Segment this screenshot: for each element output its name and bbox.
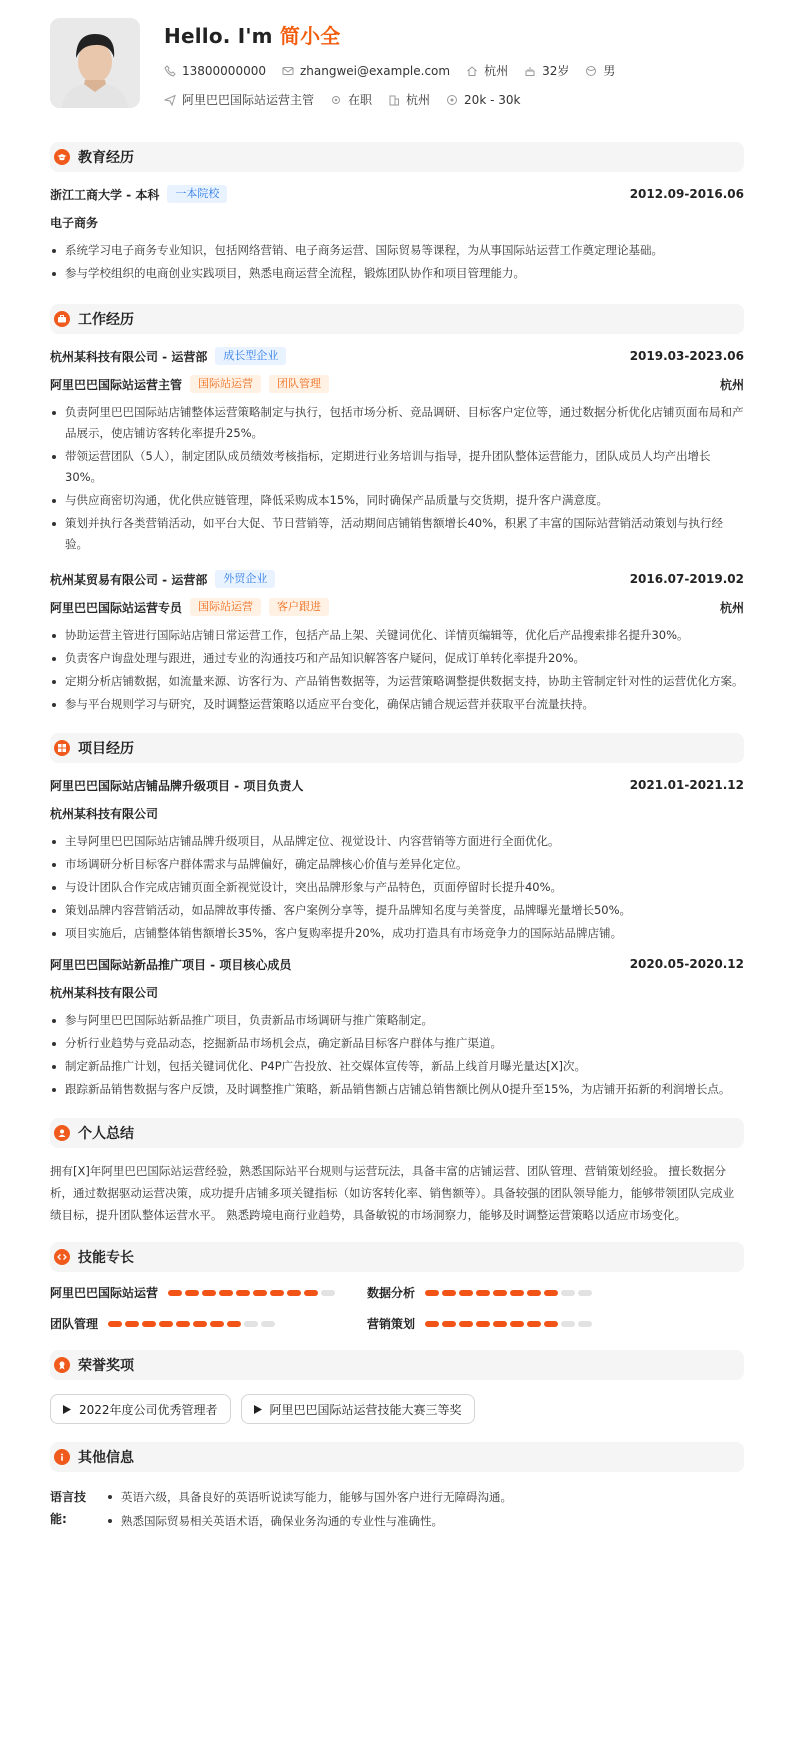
language-label: 语言技能: — [50, 1490, 87, 1526]
skill-level-bar — [425, 1321, 595, 1327]
skills-grid — [50, 1284, 744, 1332]
honor-item: 2022年度公司优秀管理者 — [50, 1394, 231, 1424]
summary-text: 拥有[X]年阿里巴巴国际站运营经验，熟悉国际站平台规则与运营玩法，具备丰富的店铺运营、团队管理、营销策划经验。 擅长数据分析，通过数据驱动运营决策，成功提升店铺多项关键指标（如访客转化率、销售额等）。具备较强的团队领导能力，能够带领团队完成业绩目标，提升团队整体运营水平。 熟悉跨境电商行业趋势，具备敏锐的市场洞察力，能够及时调整运营策略以适应市场变化。 — [50, 1164, 735, 1222]
gear-icon — [330, 94, 342, 106]
language-points — [106, 1486, 512, 1534]
skill-segment-filled — [459, 1321, 473, 1327]
skills-section — [50, 1242, 744, 1332]
skill-segment-empty — [561, 1321, 575, 1327]
resume-header — [50, 18, 744, 116]
skill-segment-filled — [125, 1321, 139, 1327]
list-item: 与设计团队合作完成店铺页面全新视觉设计，突出品牌形象与产品特色，页面停留时长提升40%。 — [50, 877, 744, 898]
candidate-name: 简小全 — [279, 24, 341, 48]
skill-segment-filled — [168, 1290, 182, 1296]
award-icon — [54, 1357, 70, 1373]
job-entry — [50, 346, 744, 555]
project-entry — [50, 954, 744, 1100]
list-item: 负责阿里巴巴国际站店铺整体运营策略制定与执行，包括市场分析、竞品调研、目标客户定位等，通过数据分析优化店铺页面布局和产品展示，使店铺访客转化率提升25%。 — [50, 402, 744, 444]
skill-tag: 国际站运营 — [190, 375, 261, 393]
skill-segment-filled — [142, 1321, 156, 1327]
triangle-icon — [63, 1405, 71, 1414]
skill-segment-empty — [244, 1321, 258, 1327]
list-item: 主导阿里巴巴国际站店铺品牌升级项目，从品牌定位、视觉设计、内容营销等方面进行全面优化。 — [50, 831, 744, 852]
skill-segment-filled — [287, 1290, 301, 1296]
skill-segment-filled — [493, 1290, 507, 1296]
skill-segment-filled — [442, 1290, 456, 1296]
phone-icon — [164, 65, 176, 77]
education-section — [50, 142, 744, 284]
skill-segment-filled — [442, 1321, 456, 1327]
section-header — [50, 1350, 744, 1380]
section-header — [50, 1118, 744, 1148]
skill-segment-filled — [425, 1290, 439, 1296]
project-company: 杭州某科技有限公司 — [50, 985, 159, 1000]
skill-segment-filled — [108, 1321, 122, 1327]
contact-row — [164, 62, 631, 79]
skill-segment-filled — [185, 1290, 199, 1296]
company-name: 杭州某贸易有限公司 - 运营部 — [50, 572, 208, 587]
skill-segment-filled — [476, 1290, 490, 1296]
list-item: 参与平台规则学习与研究，及时调整运营策略以适应平台变化，确保店铺合规运营并获取平台流量扶持。 — [50, 694, 744, 715]
grid-icon — [54, 740, 70, 756]
info-icon — [54, 1449, 70, 1465]
project-name: 阿里巴巴国际站店铺品牌升级项目 - 项目负责人 — [50, 778, 304, 793]
target-city: 杭州 — [388, 91, 430, 108]
skill-item — [367, 1284, 684, 1301]
job-date: 2016.07-2019.02 — [629, 572, 744, 586]
section-title: 其他信息 — [78, 1450, 134, 1466]
skill-segment-filled — [219, 1290, 233, 1296]
skill-item — [50, 1284, 367, 1301]
list-item: 市场调研分析目标客户群体需求与品牌偏好，确定品牌核心价值与差异化定位。 — [50, 854, 744, 875]
job-status: 在职 — [330, 91, 372, 108]
user-icon — [54, 1125, 70, 1141]
project-company: 杭州某科技有限公司 — [50, 806, 159, 821]
skill-segment-filled — [544, 1321, 558, 1327]
list-item: 协助运营主管进行国际站店铺日常运营工作，包括产品上架、关键词优化、详情页编辑等，优化后产品搜索排名提升30%。 — [50, 625, 744, 646]
list-item: 策划品牌内容营销活动，如品牌故事传播、客户案例分享等，提升品牌知名度与美誉度，品牌曝光量增长50%。 — [50, 900, 744, 921]
company-tag: 成长型企业 — [215, 347, 286, 365]
list-item: 制定新品推广计划，包括关键词优化、P4P广告投放、社交媒体宣传等，新品上线首月曝光量达[X]次。 — [50, 1056, 744, 1077]
list-item: 跟踪新品销售数据与客户反馈，及时调整推广策略，新品销售额占店铺总销售额比例从0提升至15%，为店铺开拓新的利润增长点。 — [50, 1079, 744, 1100]
work-section — [50, 304, 744, 715]
list-item: 参与阿里巴巴国际站新品推广项目，负责新品市场调研与推广策略制定。 — [50, 1010, 744, 1031]
language-skills — [50, 1486, 744, 1534]
gender-icon — [585, 65, 597, 77]
honors-list — [50, 1394, 744, 1424]
skill-name: 团队管理 — [50, 1317, 99, 1331]
section-title: 个人总结 — [78, 1126, 134, 1142]
list-item: 负责客户询盘处理与跟进，通过专业的沟通技巧和产品知识解答客户疑问，促成订单转化率提升20%。 — [50, 648, 744, 669]
header-info — [164, 18, 631, 108]
section-title: 项目经历 — [78, 741, 134, 757]
skill-segment-filled — [476, 1321, 490, 1327]
project-section — [50, 733, 744, 1100]
company-name: 杭州某科技有限公司 - 运营部 — [50, 349, 208, 364]
mail-icon — [282, 65, 294, 77]
school-tag: 一本院校 — [167, 185, 227, 203]
list-item: 英语六级，具备良好的英语听说读写能力，能够与国外客户进行无障碍沟通。 — [106, 1486, 512, 1508]
project-date: 2021.01-2021.12 — [629, 778, 744, 792]
skill-level-bar — [108, 1321, 278, 1327]
gender: 男 — [585, 62, 615, 79]
triangle-icon — [254, 1405, 262, 1414]
list-item: 熟悉国际贸易相关英语术语，确保业务沟通的专业性与准确性。 — [106, 1510, 512, 1532]
target-job: 阿里巴巴国际站运营主管 — [164, 91, 314, 108]
job-city: 杭州 — [719, 377, 744, 392]
home-icon — [466, 65, 478, 77]
skill-item — [50, 1315, 367, 1332]
project-date: 2020.05-2020.12 — [629, 957, 744, 971]
skill-segment-filled — [159, 1321, 173, 1327]
section-title: 荣誉奖项 — [78, 1358, 134, 1374]
section-header — [50, 733, 744, 763]
skill-level-bar — [168, 1290, 338, 1296]
skill-tag: 团队管理 — [269, 375, 329, 393]
summary-section — [50, 1118, 744, 1226]
skill-segment-filled — [510, 1290, 524, 1296]
skill-segment-filled — [304, 1290, 318, 1296]
skill-segment-filled — [493, 1321, 507, 1327]
job-points — [50, 402, 744, 555]
other-section — [50, 1442, 744, 1534]
section-header — [50, 1242, 744, 1272]
skill-segment-empty — [578, 1290, 592, 1296]
skill-segment-filled — [527, 1290, 541, 1296]
skill-segment-filled — [236, 1290, 250, 1296]
greeting: Hello. I'm 简小全 — [164, 24, 341, 48]
coin-icon — [446, 94, 458, 106]
skill-segment-empty — [261, 1321, 275, 1327]
skill-segment-filled — [459, 1290, 473, 1296]
job-date: 2019.03-2023.06 — [629, 349, 744, 363]
graduation-cap-icon — [54, 149, 70, 165]
position: 阿里巴巴国际站运营主管 — [50, 377, 183, 392]
skill-segment-filled — [425, 1321, 439, 1327]
skill-name: 营销策划 — [367, 1317, 416, 1331]
section-title: 教育经历 — [78, 150, 134, 166]
skill-segment-filled — [544, 1290, 558, 1296]
phone: 13800000000 — [164, 64, 266, 78]
age: 32岁 — [524, 62, 569, 79]
building-icon — [388, 94, 400, 106]
education-date: 2012.09-2016.06 — [629, 187, 744, 201]
skill-segment-filled — [176, 1321, 190, 1327]
skill-segment-filled — [270, 1290, 284, 1296]
skill-segment-filled — [510, 1321, 524, 1327]
profile-photo — [50, 18, 140, 108]
project-points — [50, 1010, 744, 1100]
section-title: 技能专长 — [78, 1250, 134, 1266]
send-icon — [164, 94, 176, 106]
section-header — [50, 142, 744, 172]
list-item: 定期分析店铺数据，如流量来源、访客行为、产品销售数据等，为运营策略调整提供数据支持，协助主管制定针对性的运营优化方案。 — [50, 671, 744, 692]
skill-segment-filled — [227, 1321, 241, 1327]
section-header — [50, 304, 744, 334]
skill-segment-empty — [578, 1321, 592, 1327]
job-intent-row — [164, 91, 631, 108]
section-header — [50, 1442, 744, 1472]
city: 杭州 — [466, 62, 508, 79]
major: 电子商务 — [50, 215, 99, 230]
skill-segment-empty — [321, 1290, 335, 1296]
skill-level-bar — [425, 1290, 595, 1296]
project-points — [50, 831, 744, 944]
skill-name: 阿里巴巴国际站运营 — [50, 1286, 159, 1300]
email: zhangwei@example.com — [282, 64, 450, 78]
job-entry — [50, 569, 744, 715]
code-icon — [54, 1249, 70, 1265]
position: 阿里巴巴国际站运营专员 — [50, 600, 183, 615]
skill-tag: 客户跟进 — [269, 598, 329, 616]
company-tag: 外贸企业 — [215, 570, 275, 588]
skill-segment-filled — [202, 1290, 216, 1296]
job-points — [50, 625, 744, 715]
education-points — [50, 240, 744, 284]
briefcase-icon — [54, 311, 70, 327]
list-item: 分析行业趋势与竞品动态，挖掘新品市场机会点，确定新品目标客户群体与推广渠道。 — [50, 1033, 744, 1054]
skill-segment-filled — [193, 1321, 207, 1327]
list-item: 策划并执行各类营销活动，如平台大促、节日营销等，活动期间店铺销售额增长40%，积累了丰富的国际站营销活动策划与执行经验。 — [50, 513, 744, 555]
cake-icon — [524, 65, 536, 77]
skill-segment-filled — [210, 1321, 224, 1327]
skill-segment-empty — [561, 1290, 575, 1296]
skill-name: 数据分析 — [367, 1286, 416, 1300]
section-title: 工作经历 — [78, 312, 134, 328]
education-entry — [50, 184, 744, 284]
school-name: 浙江工商大学 - 本科 — [50, 187, 160, 202]
project-entry — [50, 775, 744, 944]
honors-section — [50, 1350, 744, 1424]
job-city: 杭州 — [719, 600, 744, 615]
list-item: 系统学习电子商务专业知识，包括网络营销、电子商务运营、国际贸易等课程，为从事国际站运营工作奠定理论基础。 — [50, 240, 744, 261]
list-item: 带领运营团队（5人），制定团队成员绩效考核指标，定期进行业务培训与指导，提升团队整体运营能力，团队成员人均产出增长30%。 — [50, 446, 744, 488]
list-item: 与供应商密切沟通，优化供应链管理，降低采购成本15%，同时确保产品质量与交货期，提升客户满意度。 — [50, 490, 744, 511]
skill-tag: 国际站运营 — [190, 598, 261, 616]
skill-segment-filled — [253, 1290, 267, 1296]
honor-item: 阿里巴巴国际站运营技能大赛三等奖 — [241, 1394, 475, 1424]
skill-item — [367, 1315, 684, 1332]
list-item: 项目实施后，店铺整体销售额增长35%，客户复购率提升20%，成功打造具有市场竞争力的国际站品牌店铺。 — [50, 923, 744, 944]
list-item: 参与学校组织的电商创业实践项目，熟悉电商运营全流程，锻炼团队协作和项目管理能力。 — [50, 263, 744, 284]
salary: 20k - 30k — [446, 93, 520, 107]
project-name: 阿里巴巴国际站新品推广项目 - 项目核心成员 — [50, 957, 292, 972]
skill-segment-filled — [527, 1321, 541, 1327]
